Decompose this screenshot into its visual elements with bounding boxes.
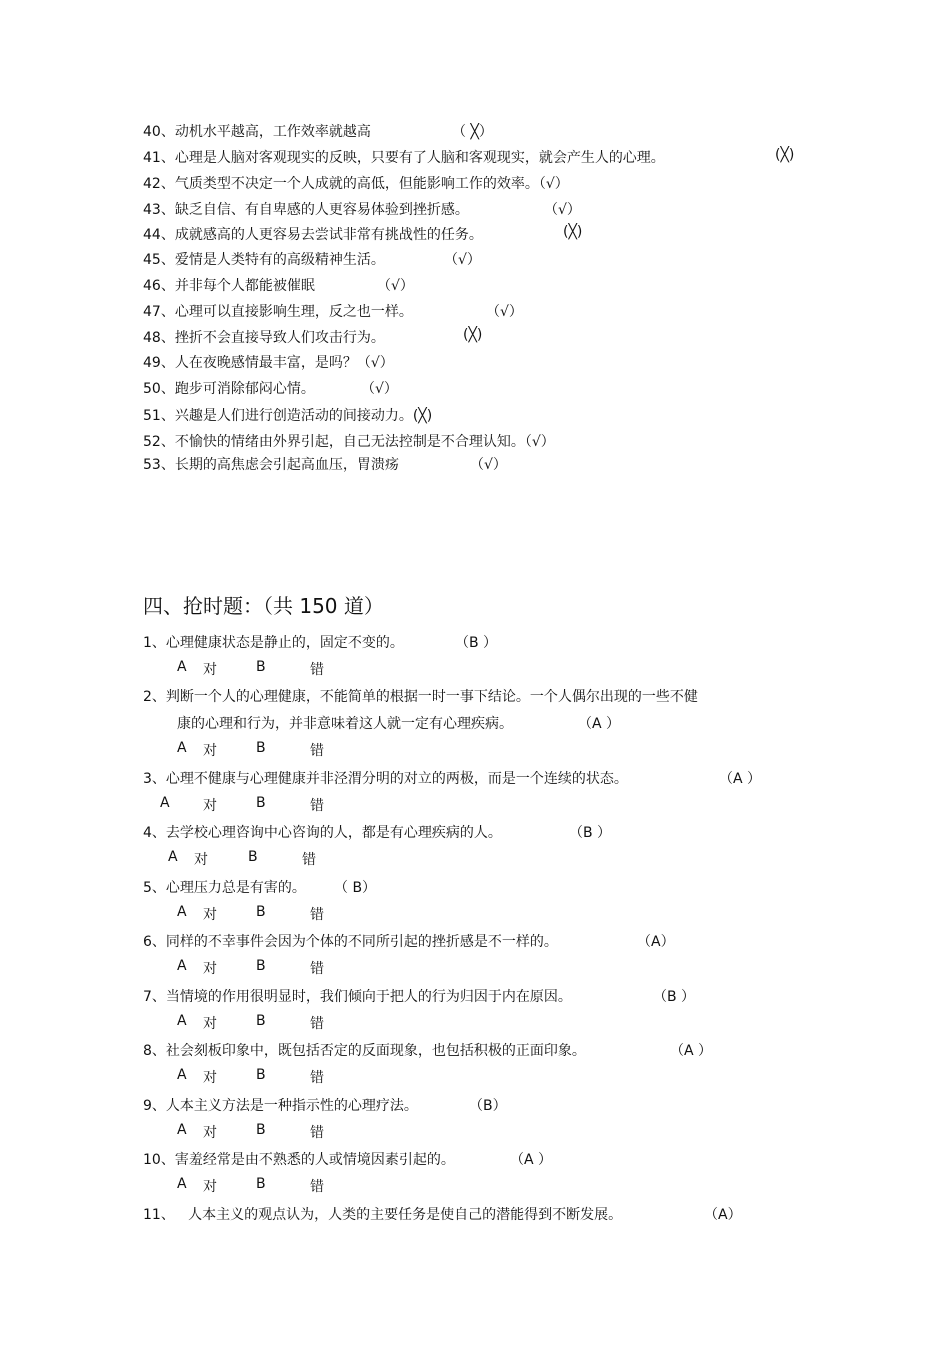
tf-item-48: 48、挫折不会直接导致人们攻击行为。 [143,330,385,346]
tf-answer-46: （√） [377,278,414,294]
option-a-text: 对 [203,1179,217,1195]
quick-answer-6: （A） [637,934,675,950]
option-a-text: 对 [203,1125,217,1141]
option-b-letter: B [256,1122,266,1138]
option-b-letter: B [256,904,266,920]
option-b-text: 错 [310,798,324,814]
quick-answer-1: （B ） [455,635,498,651]
option-a-letter: A [177,740,187,756]
quick-item-4: 4、去学校心理咨询中心咨询的人，都是有心理疾病的人。 [143,825,502,841]
option-b-text: 错 [302,852,316,868]
quick-item-1: 1、心理健康状态是静止的，固定不变的。 [143,635,404,651]
tf-item-45: 45、爱情是人类特有的高级精神生活。 [143,252,385,268]
option-b-text: 错 [310,1016,324,1032]
option-a-letter: A [177,1176,187,1192]
option-a-letter: A [177,659,187,675]
tf-answer-53: （√） [470,457,507,473]
option-b-text: 错 [310,907,324,923]
option-a-text: 对 [194,852,208,868]
tf-answer-47: （√） [486,304,523,320]
option-b-text: 错 [310,662,324,678]
option-a-letter: A [177,1067,187,1083]
option-a-text: 对 [203,1070,217,1086]
tf-item-51: 51、兴趣是人们进行创造活动的间接动力。(╳) [143,408,433,424]
option-b-letter: B [256,1067,266,1083]
tf-item-42: 42、气质类型不决定一个人成就的高低，但能影响工作的效率。（√） [143,176,569,192]
option-a-text: 对 [203,798,217,814]
quick-item-7: 7、当情境的作用很明显时，我们倾向于把人的行为归因于内在原因。 [143,989,572,1005]
tf-item-46: 46、并非每个人都能被催眠 [143,278,315,294]
quick-item-11: 11、 人本主义的观点认为，人类的主要任务是使自己的潜能得到不断发展。 [143,1207,623,1223]
option-a-text: 对 [203,907,217,923]
tf-item-41: 41、心理是人脑对客观现实的反映，只要有了人脑和客观现实，就会产生人的心理。 [143,150,665,166]
tf-item-52: 52、不愉快的情绪由外界引起，自己无法控制是不合理认知。（√） [143,434,555,450]
tf-item-47: 47、心理可以直接影响生理，反之也一样。 [143,304,413,320]
tf-item-50: 50、跑步可消除郁闷心情。 [143,381,315,397]
option-a-letter: A [177,1013,187,1029]
option-b-text: 错 [310,1125,324,1141]
tf-answer-43: （√） [544,202,581,218]
quick-item-6: 6、同样的不幸事件会因为个体的不同所引起的挫折感是不一样的。 [143,934,558,950]
quick-item-8: 8、社会刻板印象中，既包括否定的反面现象，也包括积极的正面印象。 [143,1043,586,1059]
option-b-letter: B [248,849,258,865]
tf-item-40: 40、动机水平越高，工作效率就越高 [143,124,371,140]
option-a-letter: A [177,1122,187,1138]
option-b-letter: B [256,1013,266,1029]
option-a-letter: A [160,795,170,811]
quick-answer-2: （A ） [578,716,621,732]
option-b-text: 错 [310,961,324,977]
tf-item-43: 43、缺乏自信、有自卑感的人更容易体验到挫折感。 [143,202,469,218]
quick-item-2-cont: 康的心理和行为，并非意味着这人就一定有心理疾病。 [177,716,513,732]
tf-item-53: 53、长期的高焦虑会引起高血压，胃溃疡 [143,457,399,473]
quick-item-10: 10、害羞经常是由不熟悉的人或情境因素引起的。 [143,1152,455,1168]
option-b-letter: B [256,795,266,811]
option-b-text: 错 [310,1070,324,1086]
option-b-text: 错 [310,743,324,759]
tf-item-49: 49、人在夜晚感情最丰富，是吗？（√） [143,355,394,371]
option-b-text: 错 [310,1179,324,1195]
option-a-letter: A [168,849,178,865]
tf-answer-50: （√） [361,381,398,397]
option-a-letter: A [177,904,187,920]
tf-item-44: 44、成就感高的人更容易去尝试非常有挑战性的任务。 [143,227,483,243]
option-b-letter: B [256,1176,266,1192]
option-b-letter: B [256,740,266,756]
quick-answer-11: （A） [704,1207,742,1223]
quick-item-9: 9、人本主义方法是一种指示性的心理疗法。 [143,1098,418,1114]
tf-answer-40: （ ╳） [452,124,493,140]
quick-answer-5: （ B） [334,880,377,896]
option-a-text: 对 [203,961,217,977]
option-a-text: 对 [203,743,217,759]
tf-answer-44: (╳) [563,224,583,240]
quick-item-5: 5、心理压力总是有害的。 [143,880,306,896]
quick-answer-3: （A ） [719,771,762,787]
option-a-letter: A [177,958,187,974]
option-a-text: 对 [203,662,217,678]
option-b-letter: B [256,659,266,675]
quick-answer-9: （B） [469,1098,507,1114]
option-b-letter: B [256,958,266,974]
quick-answer-4: （B ） [569,825,612,841]
quick-answer-8: （A ） [670,1043,713,1059]
quick-answer-10: （A ） [510,1152,553,1168]
quick-answer-7: （B ） [653,989,696,1005]
tf-answer-45: （√） [444,252,481,268]
quick-item-3: 3、心理不健康与心理健康并非泾渭分明的对立的两极，而是一个连续的状态。 [143,771,628,787]
tf-answer-41: (╳) [775,147,795,163]
quick-item-2: 2、判断一个人的心理健康，不能简单的根据一时一事下结论。一个人偶尔出现的一些不健 [143,689,698,705]
option-a-text: 对 [203,1016,217,1032]
section-heading: 四、抢时题：（共 150 道） [143,594,384,618]
tf-answer-48: (╳) [463,327,483,343]
